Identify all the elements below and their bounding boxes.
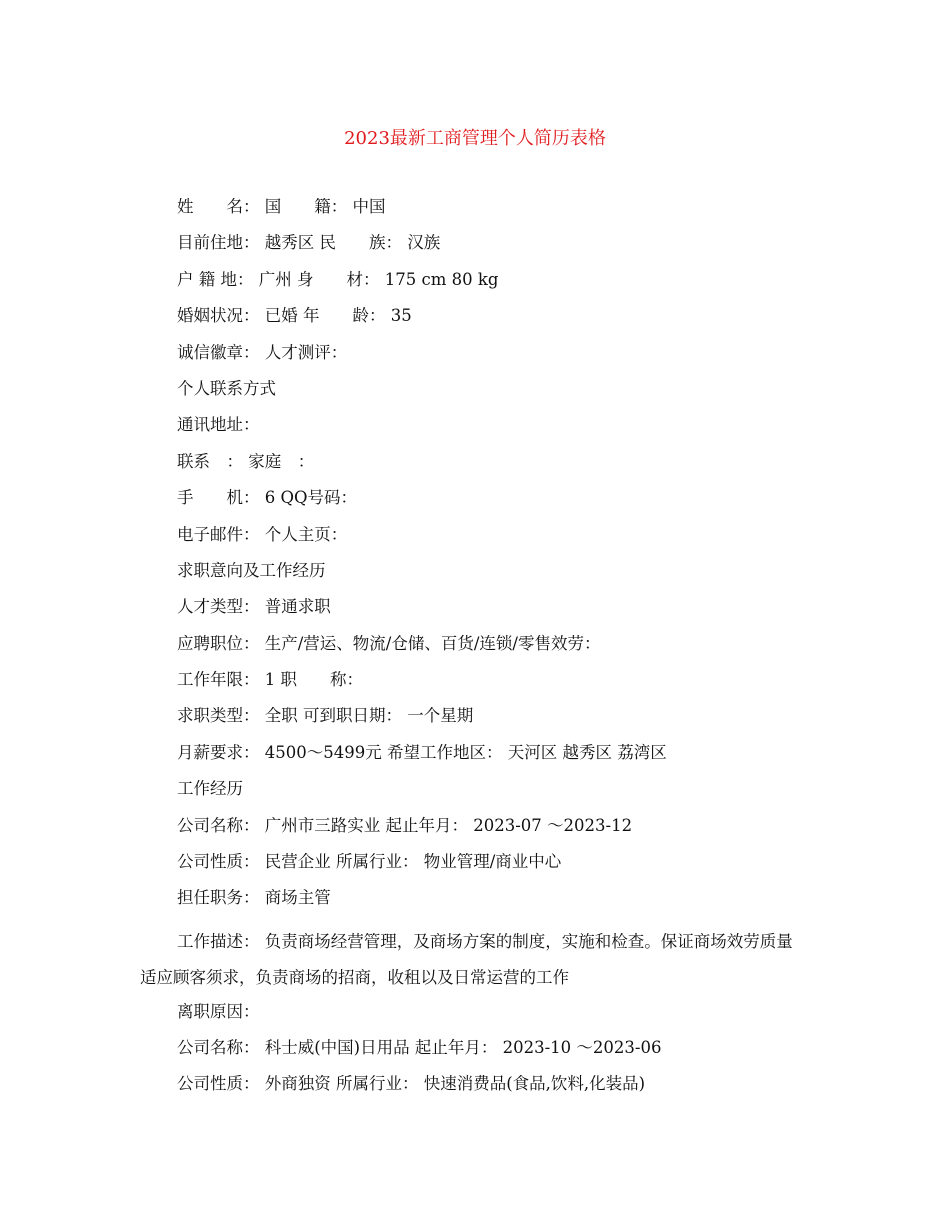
text-line: 户 籍 地： 广州 身 材： 175 cm 80 kg: [177, 269, 499, 289]
text-line: 离职原因：: [177, 1001, 260, 1021]
text-line: 公司名称： 广州市三路实业 起止年月： 2023-07 ～2023-12: [177, 815, 633, 835]
text-line: 婚姻状况： 已婚 年 龄： 35: [177, 306, 412, 326]
text-line: 公司名称： 科士威(中国)日用品 起止年月： 2023-10 ～2023-06: [177, 1038, 662, 1058]
section-heading: 工作经历: [177, 779, 243, 799]
text-line: 工作年限： 1 职 称：: [177, 670, 363, 690]
text-line: 手 机： 6 QQ号码：: [177, 488, 358, 508]
job-description: 工作描述： 负责商场经营管理，及商场方案的制度，实施和检查。保证商场效劳质量适应顾客须求，负责商场的招商，收租以及日常运营的工作: [140, 931, 793, 988]
text-line: 应聘职位： 生产/营运、物流/仓储、百货/连锁/零售效劳：: [177, 633, 601, 653]
text-line: 求职类型： 全职 可到职日期： 一个星期: [177, 706, 474, 726]
text-line: 电子邮件： 个人主页：: [177, 524, 348, 544]
text-line: 公司性质： 外商独资 所属行业： 快速消费品(食品,饮料,化装品): [177, 1074, 646, 1094]
text-line: 姓 名： 国 籍： 中国: [177, 197, 386, 216]
text-line: 人才类型： 普通求职: [177, 597, 331, 617]
text-line: 月薪要求： 4500～5499元 希望工作地区： 天河区 越秀区 荔湾区: [177, 742, 667, 762]
text-line: 诚信徽章： 人才测评：: [177, 342, 348, 362]
page-title: 2023最新工商管理个人简历表格: [344, 128, 606, 149]
text-line: 公司性质： 民营企业 所属行业： 物业管理/商业中心: [177, 852, 562, 872]
resume-body: [140, 192, 805, 1106]
text-line: 联系 ： 家庭 ：: [177, 451, 315, 471]
section-heading: 求职意向及工作经历: [177, 560, 326, 580]
text-line: 通讯地址：: [177, 415, 260, 435]
text-line: 担任职务： 商场主管: [177, 888, 331, 908]
section-heading: 个人联系方式: [177, 378, 276, 398]
text-line: 目前住地： 越秀区 民 族： 汉族: [177, 233, 441, 253]
